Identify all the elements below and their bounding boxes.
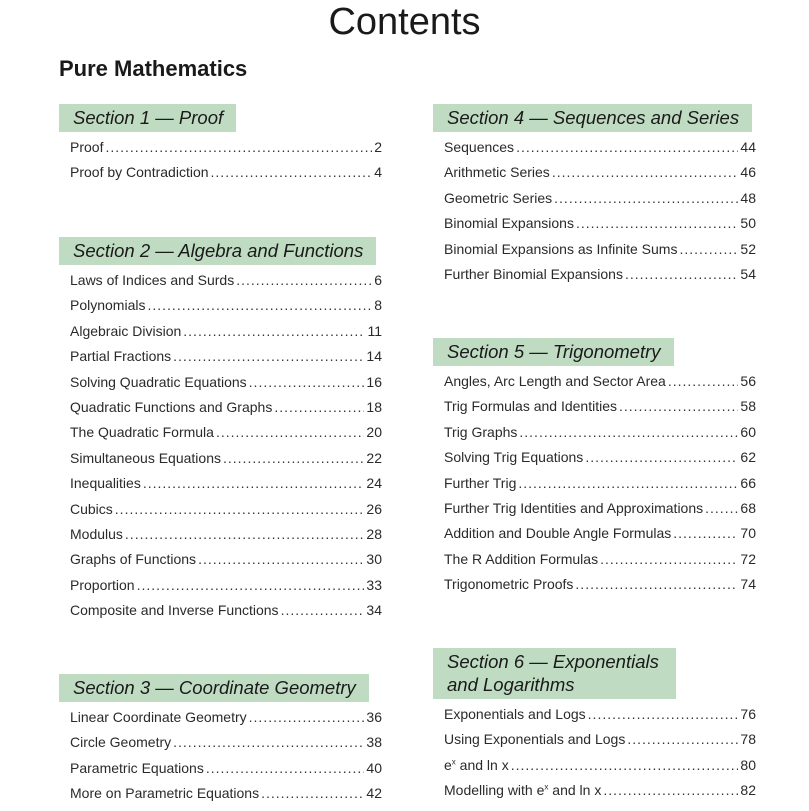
entry-page: 40: [366, 759, 382, 776]
dot-leader: [588, 706, 739, 722]
entry-list: [433, 373, 756, 602]
dot-leader: [223, 450, 364, 466]
entry-title: Algebraic Division: [70, 322, 182, 339]
dot-leader: [554, 190, 738, 206]
entry-title: Binomial Expansions as Infinite Sums: [444, 240, 678, 257]
entry-page: 48: [740, 189, 756, 206]
entry-title: Modulus: [70, 525, 123, 542]
toc-entry[interactable]: [444, 525, 756, 550]
entry-page: 28: [366, 525, 382, 542]
entry-page: 50: [740, 215, 756, 232]
dot-leader: [552, 164, 739, 180]
entry-page: 8: [374, 297, 382, 314]
entry-list: [433, 139, 756, 291]
dot-leader: [585, 449, 738, 465]
entry-title: Solving Quadratic Equations: [70, 373, 247, 390]
dot-leader: [516, 139, 738, 155]
entry-title: Proportion: [70, 576, 135, 593]
section-header: Section 3 — Coordinate Geometry: [59, 674, 369, 702]
toc-entry[interactable]: [444, 190, 756, 215]
entry-page: 70: [740, 525, 756, 542]
entry-title: Partial Fractions: [70, 348, 172, 365]
section-coordinate-geometry: [59, 674, 384, 811]
dot-leader: [173, 348, 364, 364]
entry-page: 26: [366, 500, 382, 517]
dot-leader: [668, 373, 739, 389]
entry-page: 2: [374, 139, 382, 155]
entry-title: More on Parametric Equations: [70, 785, 260, 802]
dot-leader: [627, 731, 738, 747]
entry-title: Binomial Expansions: [444, 215, 574, 232]
dot-leader: [249, 709, 365, 725]
entry-page: 66: [740, 474, 756, 491]
entry-title: Further Trig: [444, 474, 517, 491]
entry-page: 42: [366, 785, 382, 802]
entry-page: 58: [740, 398, 756, 415]
toc-entry[interactable]: [70, 323, 382, 348]
entry-title: Trigonometric Proofs: [444, 576, 574, 593]
section-header: Section 5 — Trigonometry: [433, 338, 674, 366]
toc-entry[interactable]: [444, 731, 756, 756]
entry-title: The R Addition Formulas: [444, 550, 599, 567]
entry-page: 14: [366, 348, 382, 365]
section-header: Section 4 — Sequences and Series: [433, 104, 752, 132]
toc-entry[interactable]: [444, 241, 756, 266]
entry-title: Quadratic Functions and Graphs: [70, 398, 273, 415]
section-header: Section 2 — Algebra and Functions: [59, 237, 376, 265]
dot-leader: [679, 241, 738, 257]
dot-leader: [125, 526, 365, 542]
entry-title: Parametric Equations: [70, 759, 204, 776]
section-trigonometry: [433, 338, 758, 602]
dot-leader: [115, 501, 365, 517]
entry-title: Laws of Indices and Surds: [70, 272, 235, 288]
entry-page: 11: [367, 322, 382, 339]
dot-leader: [705, 500, 738, 516]
entry-list: [433, 706, 756, 808]
entry-title: Circle Geometry: [70, 734, 172, 751]
entry-title-pre: Modelling with e: [444, 782, 545, 799]
entry-title: Sequences: [444, 139, 515, 155]
toc-entry[interactable]: [444, 139, 756, 164]
entry-list: [59, 709, 382, 811]
entry-list: [59, 272, 382, 627]
entry-title: Further Trig Identities and Approximations: [444, 499, 704, 516]
entry-page: 46: [740, 164, 756, 181]
entry-title: Solving Trig Equations: [444, 449, 584, 466]
toc-entry[interactable]: [70, 424, 382, 449]
entry-page: 30: [366, 551, 382, 568]
entry-title: The Quadratic Formula: [70, 424, 214, 441]
toc-entry[interactable]: [444, 373, 756, 398]
section-header-line: Section 6 — Exponentials: [447, 651, 659, 672]
dot-leader: [519, 424, 738, 440]
entry-list: [59, 139, 382, 190]
toc-entry[interactable]: [444, 706, 756, 731]
entry-title-rest: and ln x: [455, 756, 509, 773]
toc-entry[interactable]: [444, 164, 756, 189]
toc-entry[interactable]: [70, 760, 382, 785]
entry-page: 62: [740, 449, 756, 466]
entry-title: Trig Graphs: [444, 423, 518, 440]
entry-title: Inequalities: [70, 475, 141, 492]
dot-leader: [603, 782, 738, 798]
toc-entry[interactable]: [70, 297, 382, 322]
toc-entry[interactable]: [70, 139, 382, 164]
toc-entry[interactable]: [444, 782, 756, 807]
page-title: Contents: [328, 1, 481, 43]
entry-title: Using Exponentials and Logs: [444, 731, 626, 748]
dot-leader: [600, 551, 738, 567]
section-sequences-and-series: [433, 104, 758, 291]
toc-entry[interactable]: [444, 398, 756, 423]
dot-leader: [576, 215, 738, 231]
toc-entry[interactable]: [70, 475, 382, 500]
dot-leader: [249, 374, 365, 390]
toc-entry[interactable]: [70, 348, 382, 373]
entry-page: 78: [740, 731, 756, 748]
toc-entry[interactable]: [444, 757, 756, 782]
entry-title: Cubics: [70, 500, 113, 517]
dot-leader: [274, 399, 364, 415]
part-heading: Pure Mathematics: [59, 56, 248, 81]
toc-entry[interactable]: [70, 602, 382, 627]
entry-page: 68: [740, 499, 756, 516]
dot-leader: [673, 525, 738, 541]
entry-title-base: e: [444, 756, 452, 773]
toc-entry[interactable]: [70, 450, 382, 475]
entry-page: 16: [366, 373, 382, 390]
toc-entry[interactable]: [70, 164, 382, 189]
dot-leader: [206, 760, 365, 776]
entry-page: 24: [366, 475, 382, 492]
toc-entry[interactable]: [444, 576, 756, 601]
entry-title: Exponentials and Logs: [444, 706, 586, 722]
toc-entry[interactable]: [70, 551, 382, 576]
entry-page: 22: [366, 449, 382, 466]
toc-entry[interactable]: [444, 551, 756, 576]
toc-entry[interactable]: [70, 374, 382, 399]
entry-page: 38: [366, 734, 382, 751]
toc-entry[interactable]: [444, 449, 756, 474]
dot-leader: [625, 266, 738, 282]
entry-title: Arithmetic Series: [444, 164, 550, 181]
dot-leader: [236, 272, 372, 288]
entry-title: Simultaneous Equations: [70, 449, 221, 466]
entry-page: 54: [740, 265, 756, 282]
toc-entry[interactable]: [444, 424, 756, 449]
section-algebra-and-functions: [59, 237, 384, 627]
dot-leader: [216, 424, 364, 440]
toc-entry[interactable]: [444, 215, 756, 240]
entry-page: 52: [740, 240, 756, 257]
entry-page: 80: [740, 756, 756, 773]
entry-page: 76: [740, 706, 756, 722]
entry-page: 36: [366, 709, 382, 725]
entry-page: 4: [374, 164, 382, 181]
entry-page: 82: [740, 782, 756, 799]
exponent: x: [451, 757, 456, 767]
toc-entry[interactable]: [444, 475, 756, 500]
dot-leader: [261, 785, 364, 801]
entry-page: 56: [740, 373, 756, 389]
dot-leader: [511, 757, 739, 773]
dot-leader: [575, 576, 738, 592]
toc-entry[interactable]: [70, 399, 382, 424]
section-header-line: and Logarithms: [447, 674, 575, 695]
section-header: Section 1 — Proof: [59, 104, 236, 132]
entry-page: 44: [740, 139, 756, 155]
toc-entry[interactable]: [70, 501, 382, 526]
entry-title: Further Binomial Expansions: [444, 265, 623, 282]
entry-page: 74: [740, 576, 756, 593]
entry-page: 60: [740, 423, 756, 440]
dot-leader: [198, 551, 364, 567]
entry-page: 20: [366, 424, 382, 441]
entry-title: [444, 757, 509, 773]
dot-leader: [147, 297, 372, 313]
toc-entry[interactable]: [70, 577, 382, 602]
section-exponentials-and-logarithms: [433, 648, 758, 808]
toc-entry[interactable]: [70, 785, 382, 810]
entry-title: Addition and Double Angle Formulas: [444, 525, 672, 542]
entry-title: Graphs of Functions: [70, 551, 197, 568]
entry-title: Linear Coordinate Geometry: [70, 709, 247, 725]
toc-entry[interactable]: [70, 709, 382, 734]
entry-title: [444, 782, 601, 798]
dot-leader: [183, 323, 365, 339]
toc-entry[interactable]: [444, 500, 756, 525]
entry-page: 34: [366, 602, 382, 619]
entry-title: Polynomials: [70, 297, 146, 314]
dot-leader: [137, 577, 365, 593]
toc-entry[interactable]: [444, 266, 756, 291]
dot-leader: [619, 398, 738, 414]
entry-page: 6: [374, 272, 382, 288]
entry-title: Composite and Inverse Functions: [70, 602, 279, 619]
entry-title: Geometric Series: [444, 189, 553, 206]
toc-entry[interactable]: [70, 526, 382, 551]
dot-leader: [105, 139, 372, 155]
entry-page: 18: [366, 398, 382, 415]
section-proof: [59, 104, 384, 190]
section-header: [433, 648, 676, 699]
entry-title: Trig Formulas and Identities: [444, 398, 617, 415]
toc-entry[interactable]: [70, 734, 382, 759]
dot-leader: [211, 164, 373, 180]
exponent: x: [544, 782, 549, 792]
dot-leader: [281, 602, 365, 618]
entry-title: Angles, Arc Length and Sector Area: [444, 373, 666, 389]
entry-title-rest: and ln x: [548, 782, 602, 799]
entry-page: 72: [740, 550, 756, 567]
dot-leader: [173, 734, 364, 750]
entry-title: Proof by Contradiction: [70, 164, 209, 181]
dot-leader: [518, 475, 738, 491]
entry-title: Proof: [70, 139, 104, 155]
dot-leader: [143, 475, 365, 491]
entry-page: 33: [366, 576, 382, 593]
toc-entry[interactable]: [70, 272, 382, 297]
